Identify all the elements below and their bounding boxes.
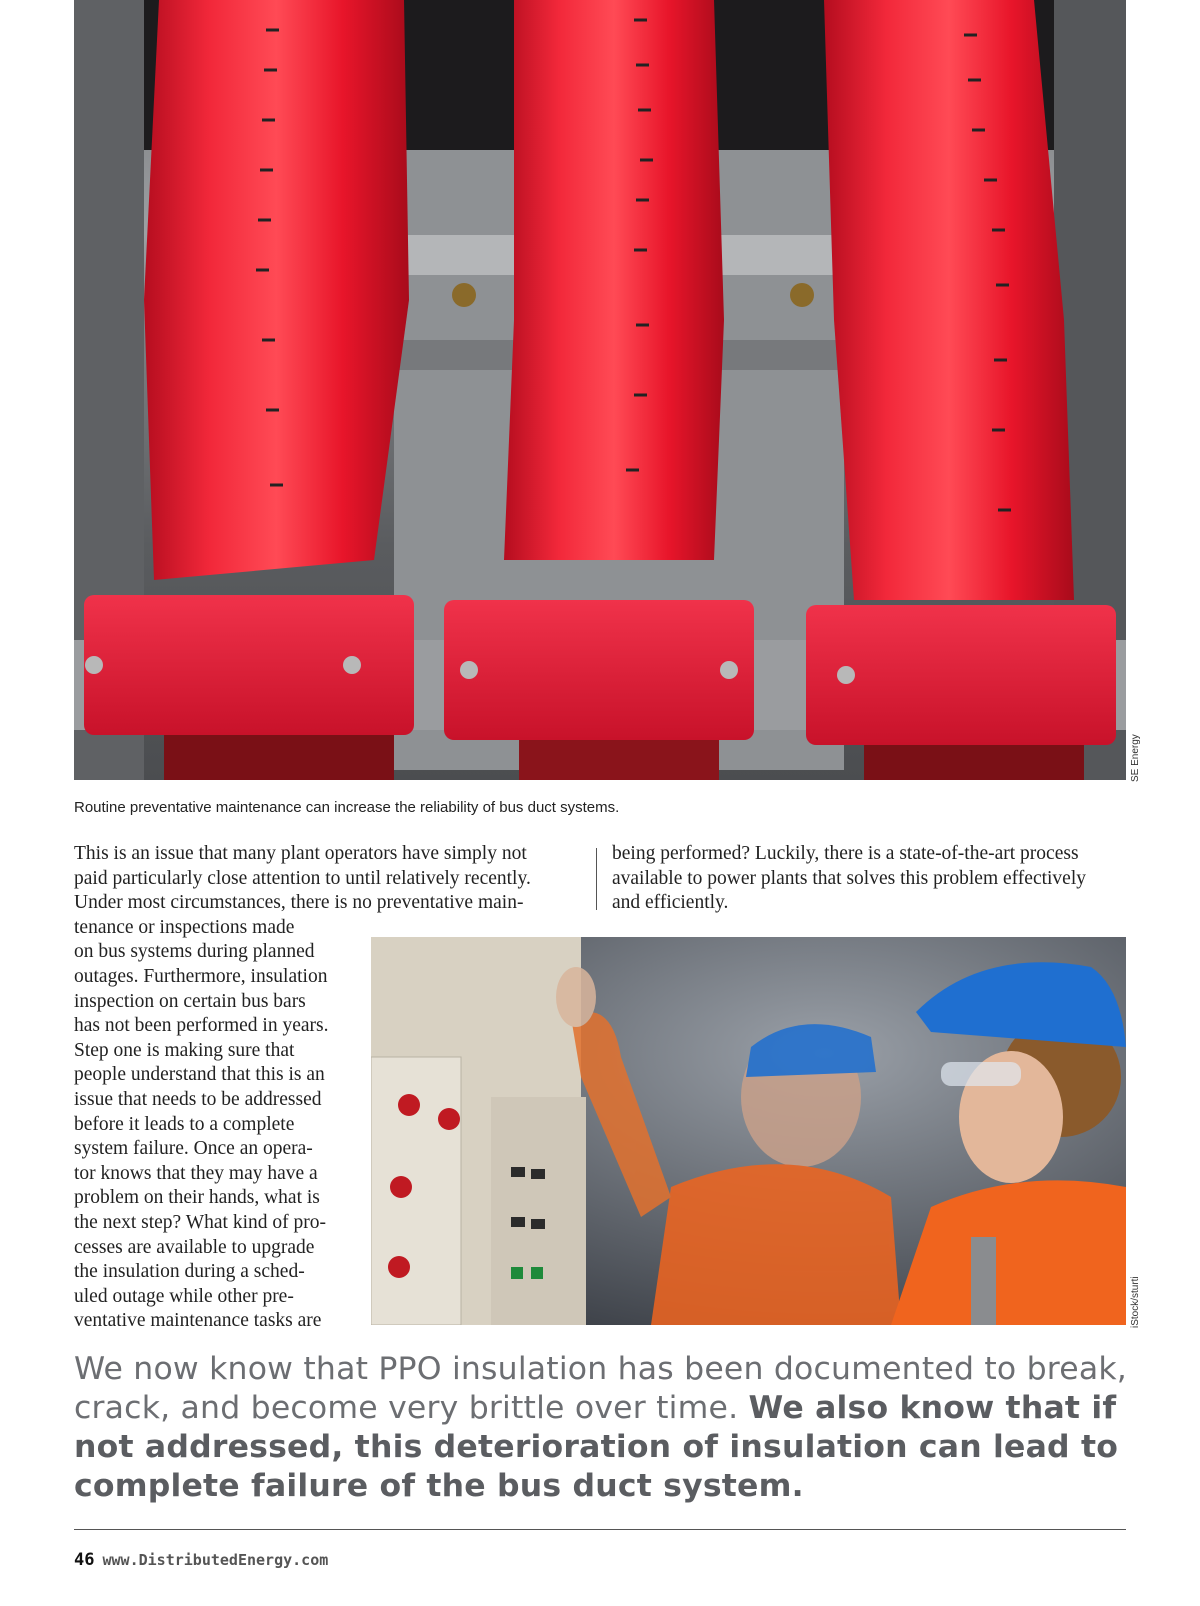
- body-line: the insulation during a sched-: [74, 1261, 305, 1283]
- site-url: www.DistributedEnergy.com: [102, 1551, 329, 1569]
- pull-quote-regular: We now know that PPO insulation has been documented to break, crack, and become very brittle over time.: [74, 1351, 1128, 1426]
- photo-credit-top: SE Energy: [1130, 734, 1141, 782]
- clamp-left: [84, 595, 414, 735]
- page-footer: [74, 1550, 328, 1570]
- body-line: problem on their hands, what is: [74, 1187, 320, 1209]
- column-divider: [596, 848, 597, 910]
- body-line: This is an issue that many plant operators have simply not: [74, 843, 527, 864]
- body-line: the next step? What kind of pro-: [74, 1211, 326, 1233]
- clamp-middle: [444, 600, 754, 740]
- bus-duct-illustration: [74, 0, 1126, 780]
- body-line: paid particularly close attention to until relatively recently.: [74, 867, 531, 889]
- body-line: and efficiently.: [612, 892, 729, 914]
- bus-duct-left: [144, 0, 409, 580]
- body-line: available to power plants that solves this problem effectively: [612, 867, 1087, 889]
- body-line: Under most circumstances, there is no preventative main-: [74, 892, 524, 914]
- photo-credit-middle: iStock/sturti: [1130, 1276, 1141, 1328]
- article-left-column-top: [74, 842, 570, 916]
- workers-photo: [371, 937, 1126, 1325]
- body-line: uled outage while other pre-: [74, 1285, 294, 1307]
- pull-quote-bold: We also know that if not addressed, this deterioration of insulation can lead to complete failure of the bus duct system.: [74, 1390, 1119, 1504]
- body-line: tor knows that they may have a: [74, 1162, 318, 1184]
- pull-quote: [74, 1350, 1134, 1506]
- body-line: cesses are available to upgrade: [74, 1236, 315, 1258]
- body-line: has not been performed in years.: [74, 1015, 329, 1037]
- body-line: tenance or inspections made: [74, 916, 295, 938]
- article-left-column-narrow: [74, 916, 356, 1334]
- photo-caption: Routine preventative maintenance can increase the reliability of bus duct systems.: [74, 799, 620, 816]
- clamp-right: [806, 605, 1116, 745]
- body-line: issue that needs to be addressed: [74, 1088, 322, 1110]
- bus-duct-middle: [504, 0, 724, 560]
- body-line: system failure. Once an opera-: [74, 1138, 313, 1160]
- body-line: Step one is making sure that: [74, 1039, 295, 1061]
- workers-illustration: [371, 937, 1126, 1325]
- body-line: outages. Furthermore, insulation: [74, 965, 328, 987]
- article-right-column: [612, 842, 1128, 916]
- body-line: before it leads to a complete: [74, 1113, 295, 1135]
- bus-duct-right: [824, 0, 1074, 600]
- body-line: inspection on certain bus bars: [74, 990, 306, 1012]
- bus-duct-photo: [74, 0, 1126, 780]
- body-line: being performed? Luckily, there is a state-of-the-art process: [612, 843, 1079, 864]
- body-line: ventative maintenance tasks are: [74, 1310, 322, 1332]
- footer-rule: [74, 1529, 1126, 1530]
- body-line: people understand that this is an: [74, 1064, 325, 1086]
- body-line: on bus systems during planned: [74, 941, 315, 963]
- page-number: 46: [74, 1550, 95, 1570]
